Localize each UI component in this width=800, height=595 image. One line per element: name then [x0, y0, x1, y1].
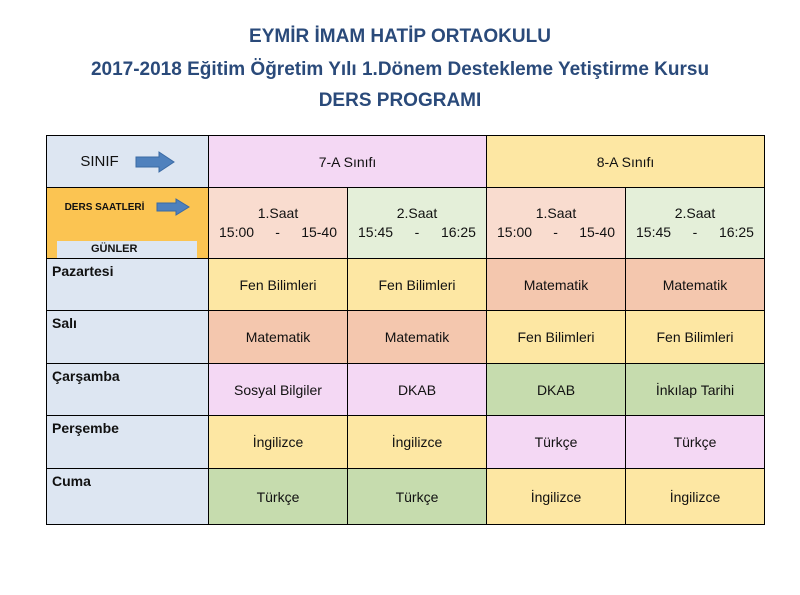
hours-row: [47, 188, 765, 259]
lesson-cell: Fen Bilimleri: [487, 311, 626, 364]
row-persembe: [47, 416, 765, 469]
hours-label-cell: [47, 188, 209, 259]
school-title: EYMİR İMAM HATİP ORTAOKULU: [249, 26, 551, 47]
arrow-right-icon: [156, 198, 190, 216]
hours-label: DERS SAATLERİ: [64, 201, 145, 213]
slot-start: 15:00: [219, 224, 255, 240]
slot-8a-1: [487, 188, 626, 259]
lesson-cell: Türkçe: [348, 469, 487, 525]
row-sali: [47, 311, 765, 364]
slot-8a-2: [626, 188, 765, 259]
slot-end: 15-40: [301, 224, 337, 240]
program-title: DERS PROGRAMI: [318, 90, 482, 111]
day-label: Pazartesi: [47, 259, 209, 311]
day-label: Perşembe: [47, 416, 209, 469]
class-7a-header: 7-A Sınıfı: [209, 136, 487, 188]
day-label: Cuma: [47, 469, 209, 525]
lesson-cell: Matematik: [626, 259, 765, 311]
lesson-cell: Sosyal Bilgiler: [209, 364, 348, 416]
lesson-cell: Türkçe: [626, 416, 765, 469]
course-title: 2017-2018 Eğitim Öğretim Yılı 1.Dönem Destekleme Yetiştirme Kursu: [90, 59, 710, 80]
lesson-cell: İngilizce: [348, 416, 487, 469]
day-label: Salı: [47, 311, 209, 364]
slot-start: 15:00: [497, 224, 533, 240]
slot-name: 2.Saat: [396, 205, 438, 221]
class-8a-header: 8-A Sınıfı: [487, 136, 765, 188]
lesson-cell: DKAB: [348, 364, 487, 416]
sinif-label: SINIF: [80, 153, 119, 170]
slot-sep: -: [275, 224, 280, 240]
lesson-cell: Fen Bilimleri: [209, 259, 348, 311]
lesson-cell: Türkçe: [209, 469, 348, 525]
lesson-cell: İngilizce: [209, 416, 348, 469]
slot-end: 15-40: [579, 224, 615, 240]
lesson-cell: Fen Bilimleri: [626, 311, 765, 364]
lesson-cell: DKAB: [487, 364, 626, 416]
slot-name: 1.Saat: [535, 205, 577, 221]
lesson-cell: Matematik: [487, 259, 626, 311]
slot-start: 15:45: [358, 224, 394, 240]
slot-7a-1: [209, 188, 348, 259]
row-cuma: [47, 469, 765, 525]
arrow-right-icon: [135, 151, 175, 173]
row-pazartesi: [47, 259, 765, 311]
lesson-cell: Fen Bilimleri: [348, 259, 487, 311]
day-label: Çarşamba: [47, 364, 209, 416]
lesson-cell: Matematik: [348, 311, 487, 364]
days-label: GÜNLER: [57, 241, 197, 258]
sinif-cell: [47, 136, 209, 188]
class-header-row: [47, 136, 765, 188]
slot-end: 16:25: [440, 224, 476, 240]
slot-start: 15:45: [636, 224, 672, 240]
lesson-cell: İnkılap Tarihi: [626, 364, 765, 416]
slot-7a-2: [348, 188, 487, 259]
lesson-cell: Matematik: [209, 311, 348, 364]
row-carsamba: [47, 364, 765, 416]
lesson-cell: İngilizce: [487, 469, 626, 525]
schedule-table: [46, 135, 765, 525]
slot-name: 1.Saat: [257, 205, 299, 221]
slot-sep: -: [553, 224, 558, 240]
slot-end: 16:25: [718, 224, 754, 240]
slot-sep: -: [414, 224, 420, 240]
lesson-cell: Türkçe: [487, 416, 626, 469]
slot-name: 2.Saat: [674, 205, 716, 221]
lesson-cell: İngilizce: [626, 469, 765, 525]
slot-sep: -: [692, 224, 698, 240]
